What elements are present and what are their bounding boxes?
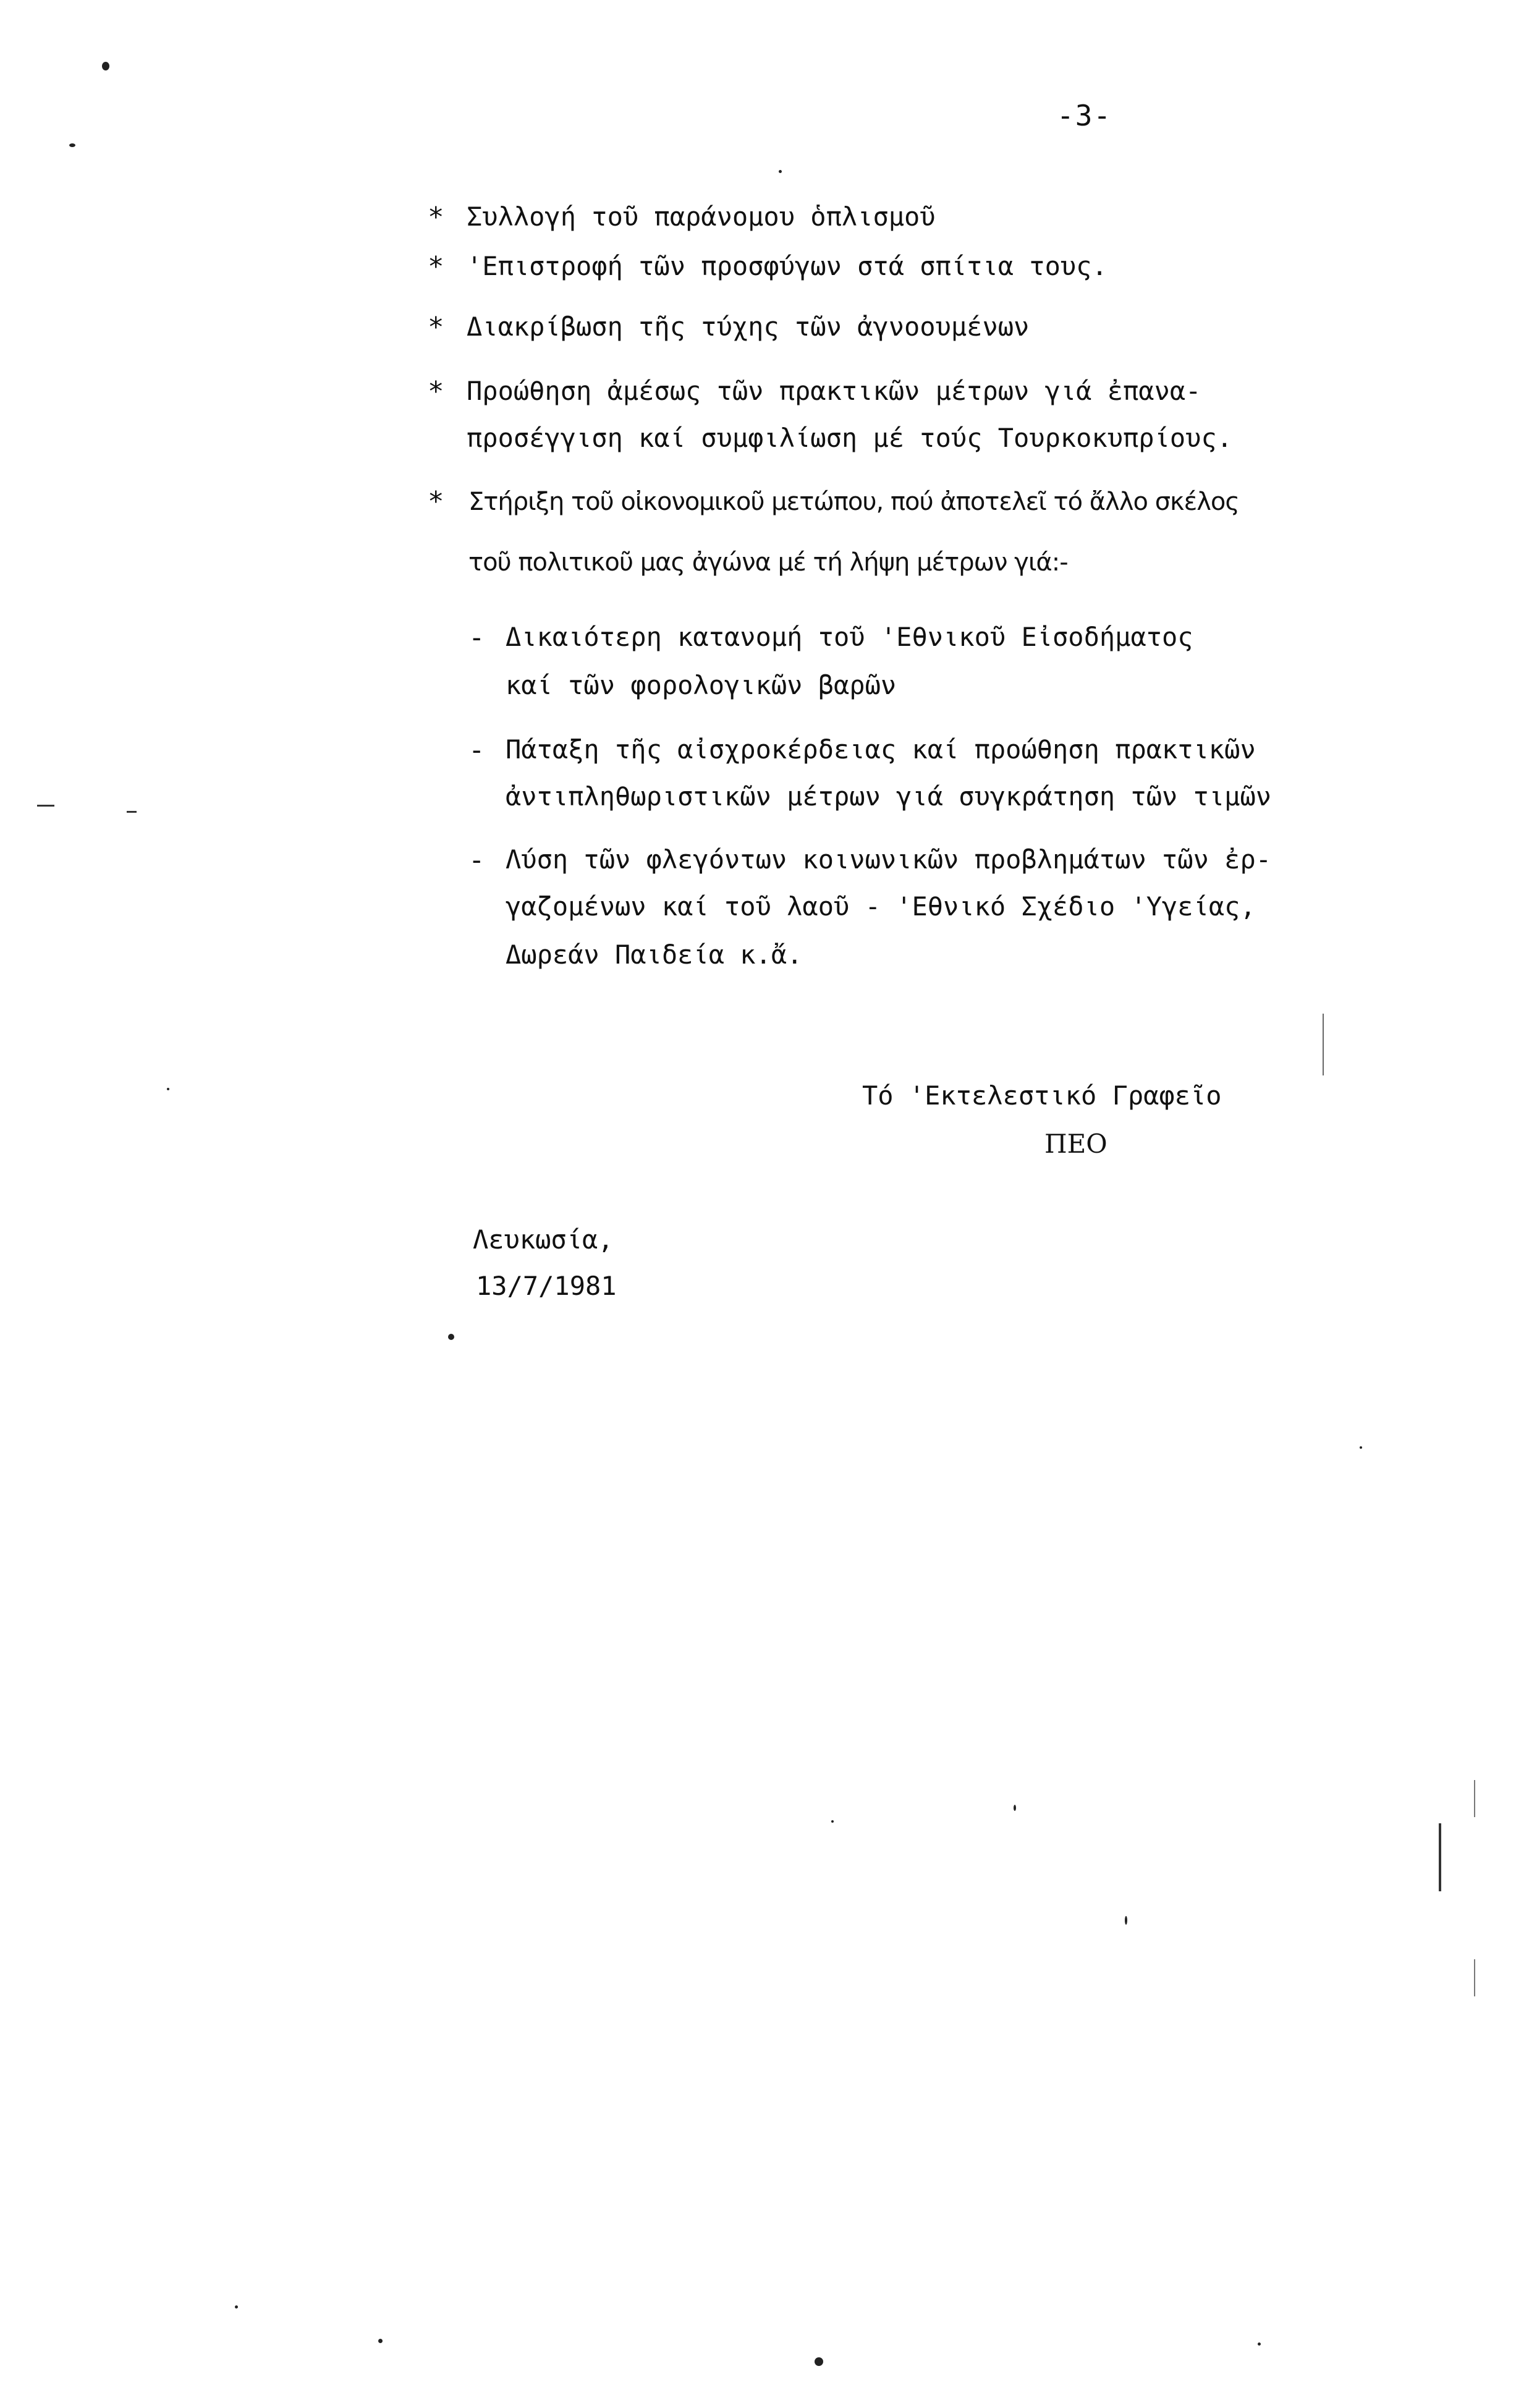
bullet-marker: * <box>428 312 444 343</box>
signature-line-2: ΠΕΟ <box>1044 1129 1107 1159</box>
bullet-line: Στήριξη τοῦ οἰκονομικοῦ μετώπου, πού ἀποτελεῖ τό ἄλλο σκέλος <box>468 488 1239 516</box>
bullet-line: Διακρίβωση τῆς τύχης τῶν ἀγνοουμένων <box>467 312 1030 342</box>
scan-speck <box>815 2357 823 2366</box>
place: Λευκωσία, <box>473 1224 614 1255</box>
scan-speck <box>102 62 109 70</box>
bullet-marker: * <box>428 376 444 407</box>
sub-item-line: Δικαιότερη κατανομή τοῦ 'Εθνικοῦ Εἰσοδήματος <box>506 622 1193 652</box>
sub-item-line: γαζομένων καί τοῦ λαοῦ - 'Εθνικό Σχέδιο 'Υγείας, <box>506 891 1256 922</box>
scan-speck <box>1125 1916 1127 1925</box>
bullet-line: προσέγγιση καί συμφιλίωση μέ τούς Τουρκοκυπρίους. <box>467 423 1233 453</box>
scan-mark <box>37 805 54 807</box>
page-number: -3- <box>1057 99 1112 132</box>
sub-item-line: Πάταξη τῆς αἰσχροκέρδειας καί προώθηση πρακτικῶν <box>506 734 1256 765</box>
sub-item-marker: - <box>468 622 485 653</box>
scan-speck <box>1014 1805 1016 1811</box>
bullet-line: Συλλογή τοῦ παράνομου ὁπλισμοῦ <box>467 201 936 232</box>
scan-mark <box>1439 1823 1441 1891</box>
bullet-line: Προώθηση ἀμέσως τῶν πρακτικῶν μέτρων γιά ἐπανα- <box>467 376 1201 406</box>
scan-speck <box>378 2339 383 2343</box>
bullet-marker: * <box>428 201 444 233</box>
sub-item-line: καί τῶν φορολογικῶν βαρῶν <box>506 670 897 700</box>
scan-speck <box>1360 1446 1362 1449</box>
scan-speck <box>448 1334 454 1340</box>
sub-item-line: Δωρεάν Παιδεία κ.ἄ. <box>506 939 803 970</box>
sub-item-marker: - <box>468 844 485 876</box>
scan-mark <box>1323 1014 1324 1075</box>
bullet-line: τοῦ πολιτικοῦ μας ἀγώνα μέ τή λήψη μέτρων γιά:- <box>468 548 1068 577</box>
bullet-marker: * <box>428 251 444 282</box>
bullet-line: 'Επιστροφή τῶν προσφύγων στά σπίτια τους. <box>467 251 1107 281</box>
bullet-marker: * <box>428 486 444 517</box>
sub-item-marker: - <box>468 734 485 766</box>
sub-item-line: Λύση τῶν φλεγόντων κοινωνικῶν προβλημάτων τῶν ἐρ- <box>506 844 1272 875</box>
signature-line-1: Τό 'Εκτελεστικό Γραφεῖο <box>862 1080 1222 1111</box>
scan-mark <box>1474 1780 1475 1817</box>
date: 13/7/1981 <box>476 1271 617 1301</box>
scan-speck <box>831 1820 834 1823</box>
scan-speck <box>1258 2342 1261 2346</box>
scan-speck <box>779 170 782 173</box>
scan-speck <box>167 1088 169 1090</box>
scan-mark <box>1474 1959 1475 1996</box>
scan-mark <box>127 811 137 813</box>
scan-speck <box>235 2305 238 2308</box>
scan-speck <box>69 143 75 147</box>
sub-item-line: ἀντιπληθωριστικῶν μέτρων γιά συγκράτηση τῶν τιμῶν <box>506 781 1272 812</box>
